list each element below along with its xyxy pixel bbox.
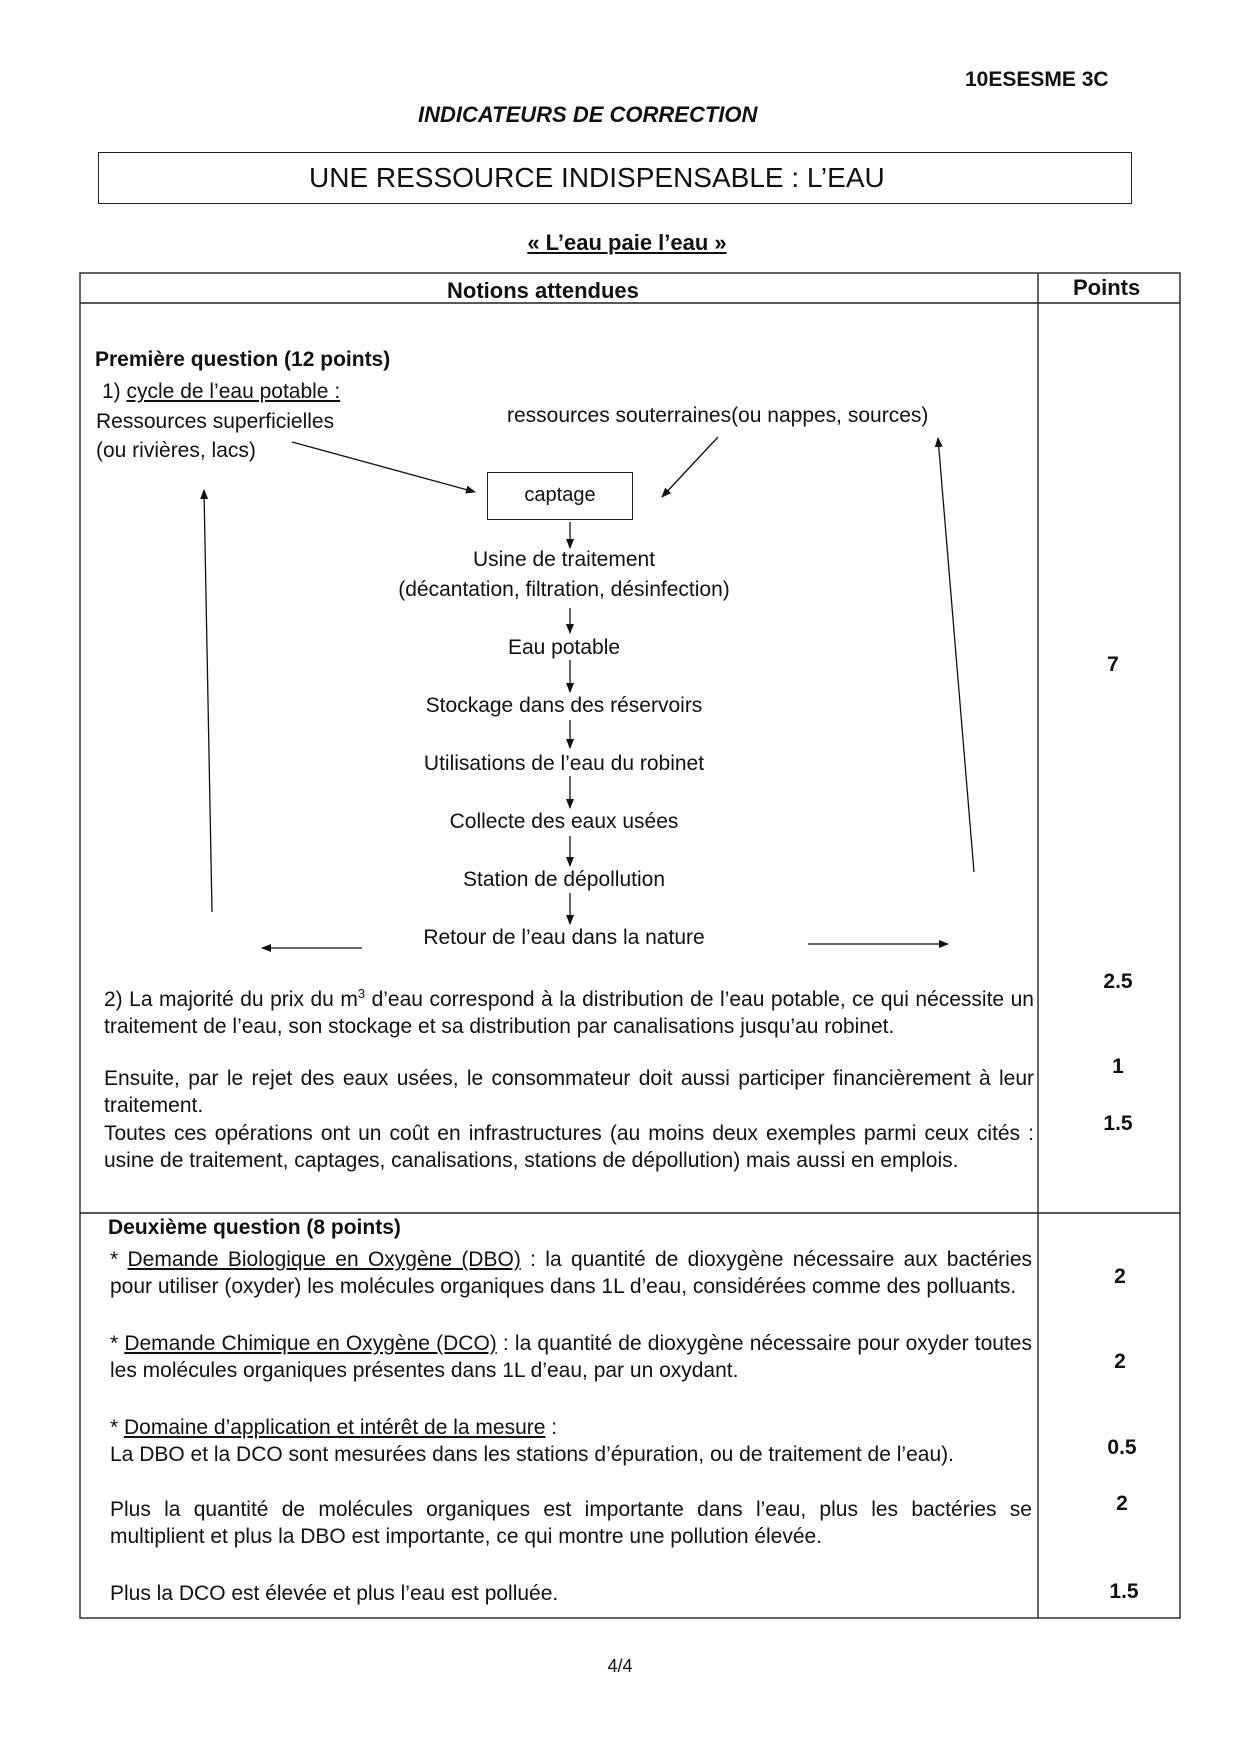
- document-title: INDICATEURS DE CORRECTION: [418, 102, 758, 127]
- node-captage: captage: [487, 472, 633, 520]
- q1-item2-para2: Ensuite, par le rejet des eaux usées, le consommateur doit aussi participer financièrement à leur traitement.: [104, 1067, 1034, 1117]
- points-domaine: 0.5: [1107, 1436, 1137, 1459]
- subtitle-text: « L’eau paie l’eau »: [527, 230, 727, 255]
- points-p1: 2.5: [1103, 970, 1133, 993]
- points-plus-dco: 1.5: [1109, 1580, 1139, 1603]
- q1-item1: [102, 378, 340, 405]
- q2-title: Deuxième question (8 points): [108, 1216, 401, 1239]
- banner-text: UNE RESSOURCE INDISPENSABLE : L’EAU: [309, 162, 885, 193]
- node-retour: Retour de l’eau dans la nature: [423, 926, 705, 949]
- arrow-sout-to-captage: [662, 437, 718, 497]
- q2-domaine-heading: [110, 1414, 1032, 1441]
- q2-dco-label: Demande Chimique en Oxygène (DCO): [124, 1332, 497, 1355]
- q2-dco-text: : la quantité de dioxygène nécessaire pour oxyder toutes les molécules organiques présentes dans 1L d’eau, par un oxydant.: [110, 1332, 1032, 1382]
- q1-item1-label: cycle de l’eau potable :: [126, 380, 341, 403]
- q1-title: Première question (12 points): [95, 348, 391, 371]
- arrow-sup-to-captage: [292, 442, 475, 492]
- node-res-sout: ressources souterraines(ou nappes, sources): [507, 404, 929, 427]
- q2-dco: [110, 1330, 1032, 1384]
- q2-dbo-bullet: *: [110, 1248, 128, 1271]
- node-station: Station de dépollution: [463, 868, 665, 891]
- node-stockage: Stockage dans des réservoirs: [425, 694, 703, 717]
- points-cycle: 7: [1107, 653, 1119, 676]
- header-points: Points: [1073, 275, 1141, 300]
- q1-item2-sup: 3: [357, 986, 366, 1001]
- q1-item2-para3: Toutes ces opérations ont un coût en infrastructures (au moins deux exemples parmi ceux cités : usine de traitement, captages, canalisations, stations de dépollution) mais aussi en emplois.: [104, 1122, 1034, 1172]
- node-utilisations: Utilisations de l’eau du robinet: [423, 752, 705, 775]
- node-eau-potable: Eau potable: [507, 636, 621, 659]
- arrow-left-up: [204, 490, 212, 912]
- q2-plus-dbo: Plus la quantité de molécules organiques est importante dans l’eau, plus les bactéries se multiplient et plus la DBO est importante, ce qui montre une pollution élevée.: [110, 1498, 1032, 1548]
- node-usine-2: (décantation, filtration, désinfection): [398, 578, 730, 601]
- document-code: 10ESESME 3C: [965, 68, 1109, 91]
- points-dbo: 2: [1114, 1265, 1126, 1288]
- q1-item2-para1: [104, 980, 1034, 1040]
- q1-item1-num: 1): [102, 380, 127, 403]
- node-usine-1: Usine de traitement: [472, 548, 656, 571]
- points-dco: 2: [1114, 1350, 1126, 1373]
- points-p2: 1: [1112, 1055, 1124, 1078]
- q2-dbo: [110, 1246, 1032, 1300]
- q2-domaine-bullet: *: [110, 1416, 125, 1439]
- node-res-sup-2: (ou rivières, lacs): [96, 439, 256, 462]
- points-p3: 1.5: [1103, 1112, 1133, 1135]
- q1-item2-text-a: 2) La majorité du prix du m: [104, 988, 358, 1011]
- page-number: 4/4: [607, 1656, 633, 1676]
- header-notions: Notions attendues: [447, 278, 639, 303]
- node-collecte: Collecte des eaux usées: [449, 810, 679, 833]
- q2-domaine-colon: :: [545, 1416, 558, 1439]
- q2-plus-dco: Plus la DCO est élevée et plus l’eau est polluée.: [110, 1582, 559, 1605]
- q2-domaine-text: La DBO et la DCO sont mesurées dans les stations d’épuration, ou de traitement de l’eau).: [110, 1443, 954, 1466]
- arrow-right-up: [938, 438, 974, 872]
- q2-dbo-label: Demande Biologique en Oxygène (DBO): [127, 1248, 521, 1271]
- q2-dbo-text: : la quantité de dioxygène nécessaire aux bactéries pour utiliser (oxyder) les molécules organiques dans 1L d’eau, considérées comme des polluants.: [110, 1248, 1032, 1298]
- points-plus-dbo: 2: [1116, 1492, 1128, 1515]
- q2-dco-bullet: *: [110, 1332, 125, 1355]
- q1-item2-text-b: d’eau correspond à la distribution de l’eau potable, ce qui nécessite un traitement de l’eau, son stockage et sa distribution par canalisations jusqu’au robinet.: [104, 988, 1034, 1038]
- node-res-sup-1: Ressources superficielles: [96, 410, 335, 433]
- q2-domaine-label: Domaine d’application et intérêt de la mesure: [124, 1416, 546, 1439]
